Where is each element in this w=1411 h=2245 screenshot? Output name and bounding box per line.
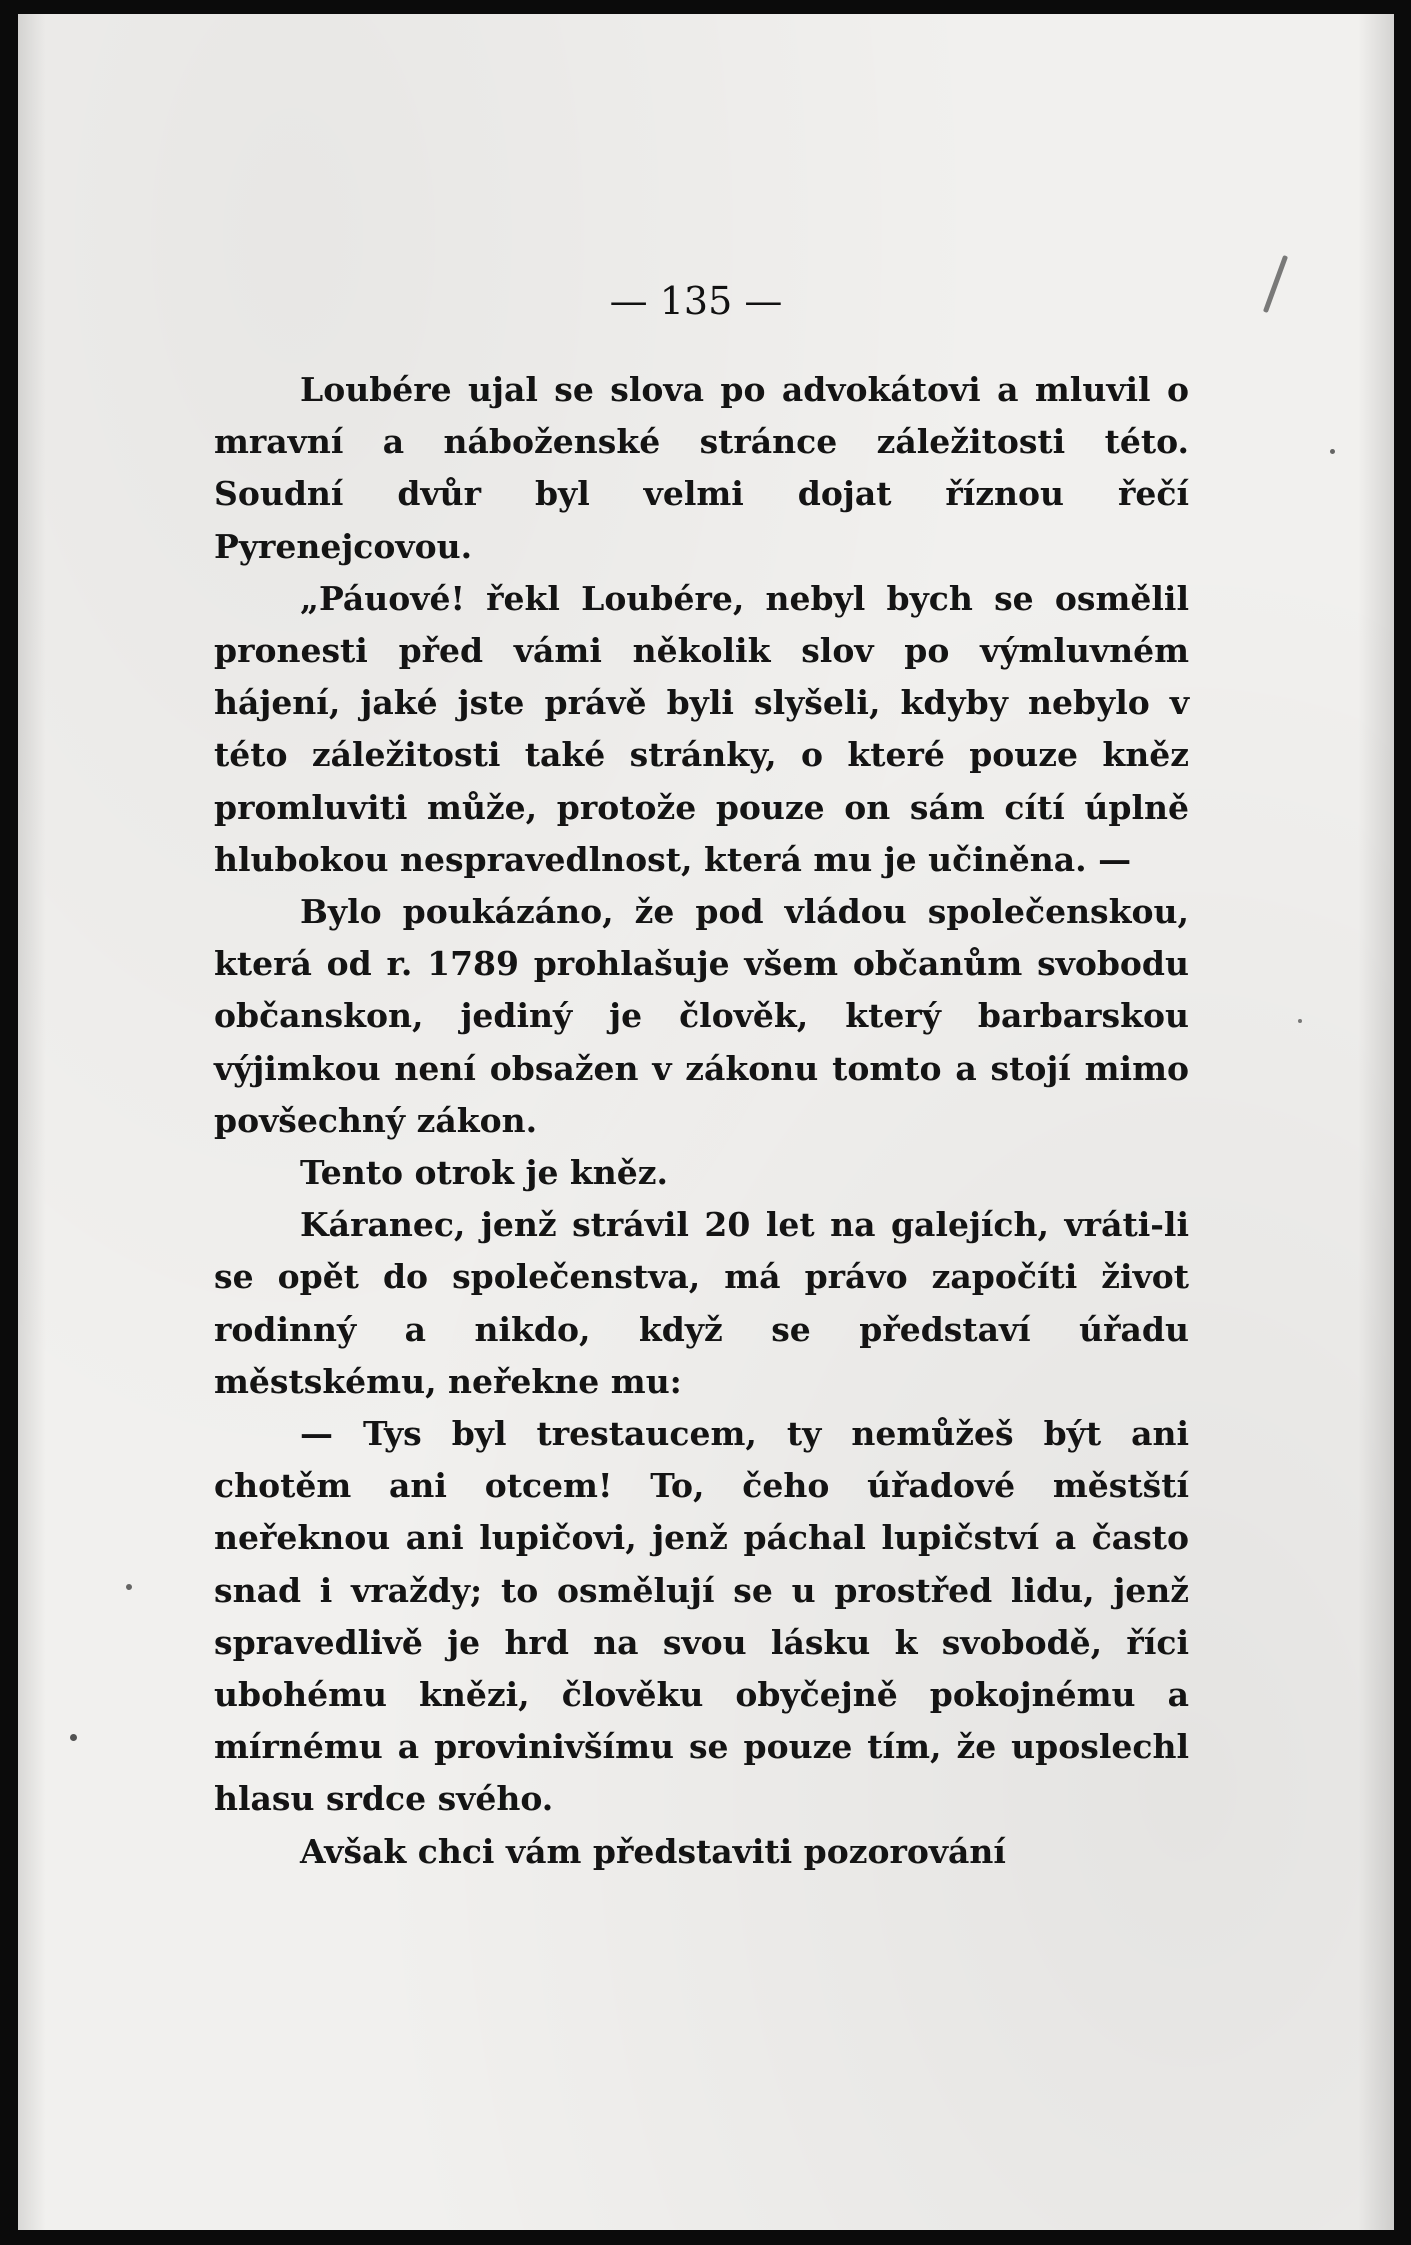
body-text xyxy=(214,364,1189,1878)
paragraph-7: Avšak chci vám představiti pozorování xyxy=(300,1831,1006,1871)
paper-speck xyxy=(126,1584,132,1590)
paragraph-5: Káranec, jenž strávil 20 let na galejích, vráti-li se opět do společenstva, má právo započíti život rodinný a nikdo, když se představí úřadu městskému, neřekne mu: xyxy=(214,1205,1189,1401)
paragraph-4: Tento otrok je kněz. xyxy=(300,1153,669,1193)
paragraph-6: — Tys byl trestaucem, ty nemůžeš být ani chotěm ani otcem! To, čeho úřadové městští neřeknou ani lupičovi, jenž páchal lupičství a často snad i vraždy; to osmělují se u prostřed lidu, jenž spravedlivě je hrd na svou lásku k svobodě, říci ubohému knězi, člověku obyčejně pokojnému a mírnému a provinivšímu se pouze tím, že uposlechl hlasu srdce svého. xyxy=(214,1414,1189,1819)
paragraph-3: Bylo poukázáno, že pod vládou společenskou, která od r. 1789 prohlašuje všem občanům svobodu občanskon, jediný je člověk, který barbarskou výjimkou není obsažen v zákonu tomto a stojí mimo povšechný zákon. xyxy=(214,892,1189,1140)
page-number: — 135 — xyxy=(609,279,783,323)
paper-speck xyxy=(1330,449,1335,454)
paper-speck xyxy=(70,1734,77,1741)
paper-speck xyxy=(1298,1019,1302,1023)
book-page xyxy=(18,14,1394,2230)
paragraph-2: „Páuové! řekl Loubére, nebyl bych se osmělil pronesti před vámi několik slov po výmluvném hájení, jaké jste právě byli slyšeli, kdyby nebylo v této záležitosti také stránky, o které pouze kněz promluviti může, protože pouze on sám cítí úplně hlubokou nespravedlnost, která mu je učiněna. — xyxy=(214,578,1189,879)
paragraph-1: Loubére ujal se slova po advokátovi a mluvil o mravní a náboženské stránce záležitosti této. Soudní dvůr byl velmi dojat říznou řečí Pyrenejcovou. xyxy=(214,370,1189,566)
